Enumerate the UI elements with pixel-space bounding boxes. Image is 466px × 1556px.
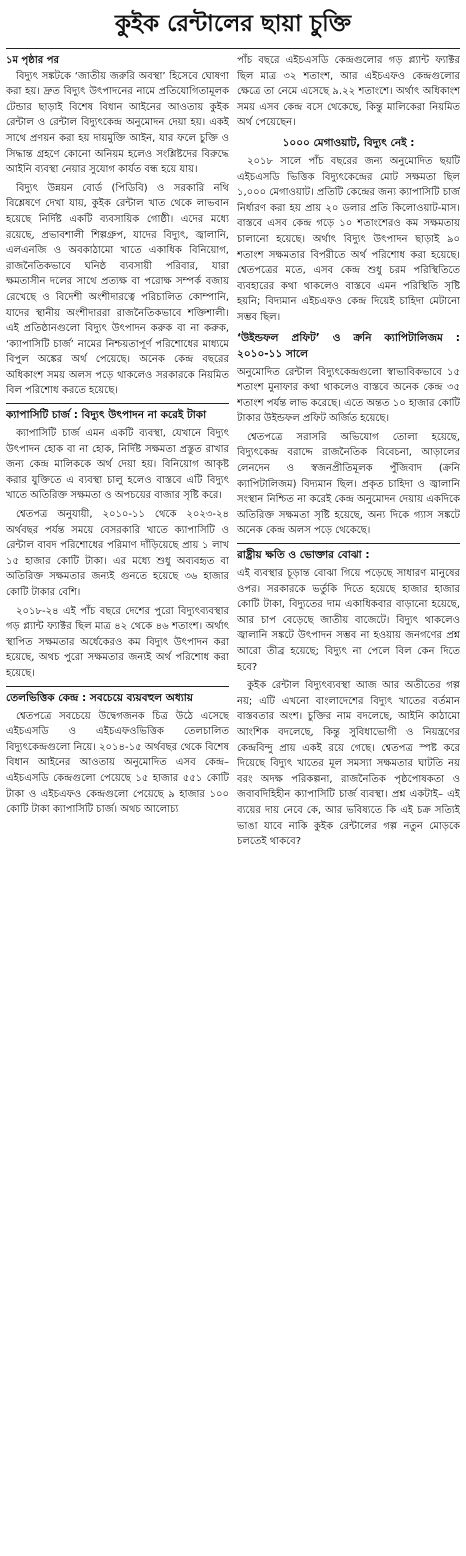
section-heading: রাষ্ট্রীয় ক্ষতি ও ভোক্তার বোঝা : (237, 543, 460, 563)
left-column (6, 53, 229, 1553)
paragraph: পাঁচ বছরে এইচএসডি কেন্দ্রগুলোর গড় প্ল্যান্ট ফ্যাক্টর ছিল মাত্র ৩২ শতাংশ, আর এইচএফও কেন্দ্রগুলোর ক্ষেত্রে তা নেমে এসেছে ৯.২২ শতাংশে। অর্থাৎ অধিকাংশ সময় এসব কেন্দ্র বসে থেকেছে, কিন্তু মালিকেরা নিয়মিত অর্থ পেয়েছেন। (237, 55, 460, 129)
continued-from-label: ১ম পৃষ্ঠার পর (6, 55, 59, 66)
headline-rule (6, 48, 460, 49)
paragraph: ২০১৮ সালে পাঁচ বছরের জন্য অনুমোদিত ছয়টি এইচএসডি ভিত্তিক বিদ্যুৎকেন্দ্রের মোট সক্ষমতা ছিল ১,০০০ মেগাওয়াট। প্রতিটি কেন্দ্রের জন্য ক্যাপাসিটি চার্জ নির্ধারণ করা হয় প্রায় ২০ ডলার প্রতি কিলোওয়াট-মাস। বাস্তবে এসব কেন্দ্র গড়ে ১০ শতাংশেরও কম সক্ষমতায় চালানো হয়েছে। অর্থাৎ বিদ্যুৎ উৎপাদন ছাড়াই ৯০ শতাংশ সক্ষমতার বিপরীতে অর্থ পরিশোধ করা হয়েছে। শ্বেতপত্রের মতে, এসব কেন্দ্র শুধু চরম পরিস্থিতিতে ব্যবহারের কথা থাকলেও বাস্তবে এমন পরিস্থিতি সৃষ্টি হয়নি; বিদ্যমান এইচএফও কেন্দ্র দিয়েই চাহিদা মেটানো সম্ভব ছিল। (237, 155, 460, 323)
paragraph: শ্বেতপত্র অনুযায়ী, ২০১০-১১ থেকে ২০২৩-২৪ অর্থবছর পর্যন্ত সময়ে বেসরকারি খাতে ক্যাপাসিটি ও রেন্টাল বাবদ পরিশোধের পরিমাণ দাঁড়িয়েছে প্রায় ১ লাখ ১৫ হাজার কোটি টাকা। এর মধ্যে শুধু অব্যবহৃত বা অতিরিক্ত সক্ষমতার জন্যই গুনতে হয়েছে ৩৬ হাজার কোটি টাকার বেশি। (6, 509, 229, 598)
right-column (237, 53, 460, 1553)
paragraph: ক্যাপাসিটি চার্জ এমন একটি ব্যবস্থা, যেখানে বিদ্যুৎ উৎপাদন হোক বা না হোক, নির্দিষ্ট সক্ষমতা প্রস্তুত রাখার জন্য কেন্দ্র মালিককে অর্থ দেয়া হয়। বিনিয়োগ আকৃষ্ট করার যুক্তিতে এ ব্যবস্থা চালু হলেও বাস্তবে এটি বিদ্যুৎ খাতে অতিরিক্ত সক্ষমতা ও অপচয়ের বাজার সৃষ্টি করে। (6, 428, 229, 502)
article-columns (6, 53, 460, 1553)
paragraph: এই ব্যবস্থার চূড়ান্ত বোঝা গিয়ে পড়েছে সাধারণ মানুষের ওপর। সরকারকে ভর্তুকি দিতে হয়েছে হাজার হাজার কোটি টাকা, বিদ্যুতের দাম একাধিকবার বাড়ানো হয়েছে, আর চাপ বেড়েছে জাতীয় বাজেটে। বিদ্যুৎ থাকলেও জ্বালানি সঙ্কটে উৎপাদন সম্ভব না হওয়ায় জনগণের প্রশ্ন আরো তীব্র হয়েছে; বিদ্যুৎ না পেলে বিল কেন দিতে হবে? (237, 568, 460, 673)
paragraph: কুইক রেন্টাল বিদ্যুৎব্যবস্থা আজ আর অতীতের গল্প নয়; এটি এখনো বাংলাদেশের বিদ্যুৎ খাতের বর্তমান বাস্তবতার অংশ। চুক্তির নাম বদলেছে, আইনি কাঠামো আংশিক বদলেছে, কিন্তু সুবিধাভোগী ও নিয়ন্ত্রণের কেন্দ্রবিন্দু প্রায় একই রয়ে গেছে। শ্বেতপত্র স্পষ্ট করে দিয়েছে বিদ্যুৎ খাতের মূল সমস্যা সক্ষমতার ঘাটতি নয় বরং অদক্ষ পরিকল্পনা, রাজনৈতিক পৃষ্ঠপোষকতা ও জবাবদিহিহীন ক্যাপাসিটি চার্জ ব্যবস্থা। প্রশ্ন একটাই– এই ব্যয়ের দায় নেবে কে, আর ভবিষ্যতে কি এই চক্র সত্যিই ভাঙা যাবে নাকি কুইক রেন্টালের গল্প নতুন মোড়কে চলতেই থাকবে? (237, 680, 460, 848)
section-heading: ক্যাপাসিটি চার্জ : বিদ্যুৎ উৎপাদন না করেই টাকা (6, 403, 229, 423)
paragraph: শ্বেতপত্রে সরাসরি অভিযোগ তোলা হয়েছে, বিদ্যুৎকেন্দ্র বরাদ্দে রাজনৈতিক বিবেচনা, আড়ালের লেনদেন ও স্বজনপ্রীতিমূলক পুঁজিবাদ (ক্রনি ক্যাপিটালিজম) বিদ্যমান ছিল। প্রকৃত চাহিদা ও জ্বালানি সংস্থান নিশ্চিত না করেই কেন্দ্র অনুমোদন দেয়ায় একদিকে অতিরিক্ত সক্ষমতা সৃষ্টি হয়েছে, অন্য দিকে গ্যাস সঙ্কটে অনেক কেন্দ্র অলস পড়ে থেকেছে। (237, 431, 460, 537)
section-heading: তেলভিত্তিক কেন্দ্র : সবচেয়ে ব্যয়বহুল অধ্যায় (6, 686, 229, 706)
paragraph: শ্বেতপত্রে সবচেয়ে উদ্বেগজনক চিত্র উঠে এসেছে এইচএসডি ও এইচএফওভিত্তিক তেলচালিত বিদ্যুৎকেন্দ্রগুলো নিয়ে। ২০১৪-১৫ অর্থবছর থেকে বিশেষ বিধান আইনের আওতায় অনুমোদিত এসব কেন্দ্র–এইচএসডি কেন্দ্রগুলো পেয়েছে ১৫ হাজার ৫৫১ কোটি টাকা ও এইচএফও কেন্দ্রগুলো পেয়েছে ৯ হাজার ১০০ কোটি টাকা ক্যাপাসিটি চার্জ। অথচ আলোচ্য (6, 710, 229, 816)
section-heading: ১০০০ মেগাওয়াট, বিদ্যুৎ নেই : (282, 136, 415, 149)
paragraph: বিদ্যুৎ সঙ্কটকে ‘জাতীয় জরুরি অবস্থা’ হিসেবে ঘোষণা করা হয়। দ্রুত বিদ্যুৎ উৎপাদনের নামে প্রতিযোগিতামূলক টেন্ডার ছাড়াই বিশেষ বিধান আইনের আওতায় কুইক রেন্টাল ও রেন্টাল বিদ্যুৎকেন্দ্র অনুমোদন দেয়া হয়। একই সাথে প্রণয়ন করা হয় দায়মুক্তি আইন, যার ফলে চুক্তি ও সিদ্ধান্ত গ্রহণে কোনো অনিয়ম হলেও সংশ্লিষ্টদের বিরুদ্ধে আইনি ব্যবস্থা নেয়ার সুযোগ কার্যত বন্ধ হয়ে যায়। (6, 70, 229, 176)
paragraph: অনুমোদিত রেন্টাল বিদ্যুৎকেন্দ্রগুলো স্বাভাবিকভাবে ১৫ শতাংশ মুনাফার কথা থাকলেও বাস্তবে অনেক কেন্দ্র ৩৫ শতাংশ পর্যন্ত লাভ করেছে। এতে অন্তত ১০ হাজার কোটি টাকার উইন্ডফল প্রফিট অর্জিত হয়েছে। (237, 366, 460, 425)
paragraph: বিদ্যুৎ উন্নয়ন বোর্ড (পিডিবি) ও সরকারি নথি বিশ্লেষণে দেখা যায়, কুইক রেন্টাল খাত থেকে লাভবান হয়েছে নির্দিষ্ট একটি ব্যবসায়িক গোষ্ঠী। এদের মধ্যে রয়েছে, প্রভাবশালী শিল্পগ্রুপ, যাদের বিদ্যুৎ, জ্বালানি, এলএনজি ও অবকাঠামো খাতে একাধিক বিনিয়োগ, রাজনৈতিকভাবে ঘনিষ্ঠ ব্যবসায়ী পরিবার, যারা ক্ষমতাসীন দলের সাথে প্রত্যক্ষ বা পরোক্ষ সম্পর্ক বজায় রেখেছে ও বিদেশী অংশীদারত্বে পরিচালিত কোম্পানি, যাদের স্থানীয় অংশীদাররা রাজনৈতিকভাবে শক্তিশালী। এই প্রতিষ্ঠানগুলো বিদ্যুৎ উৎপাদন করুক বা না করুক, ‘ক্যাপাসিটি চার্জ’ নামের নিশ্চয়তাপূর্ণ পরিশোধের মাধ্যমে বিপুল অঙ্কের অর্থ পেয়েছে। অনেক কেন্দ্র বছরের অধিকাংশ সময় অলস পড়ে থাকলেও সরকারকে নিয়মিত বিল পরিশোধ করতে হয়েছে। (6, 182, 229, 397)
headline: কুইক রেন্টালের ছায়া চুক্তি (114, 10, 352, 37)
paragraph: ২০১৮-২৪ এই পাঁচ বছরে দেশের পুরো বিদ্যুৎব্যবস্থার গড় প্ল্যান্ট ফ্যাক্টর ছিল মাত্র ৪২ থেকে ৪৬ শতাংশ। অর্থাৎ স্থাপিত সক্ষমতার অর্ধেকেরও কম বিদ্যুৎ উৎপাদন করা হয়েছে, অথচ পুরো সক্ষমতার জন্যই অর্থ পরিশোধ করা হয়েছে। (6, 605, 229, 679)
section-heading: ‘উইন্ডফল প্রফিট’ ও ক্রনি ক্যাপিটালিজম : ২০১০-১১ সালে (237, 331, 460, 360)
